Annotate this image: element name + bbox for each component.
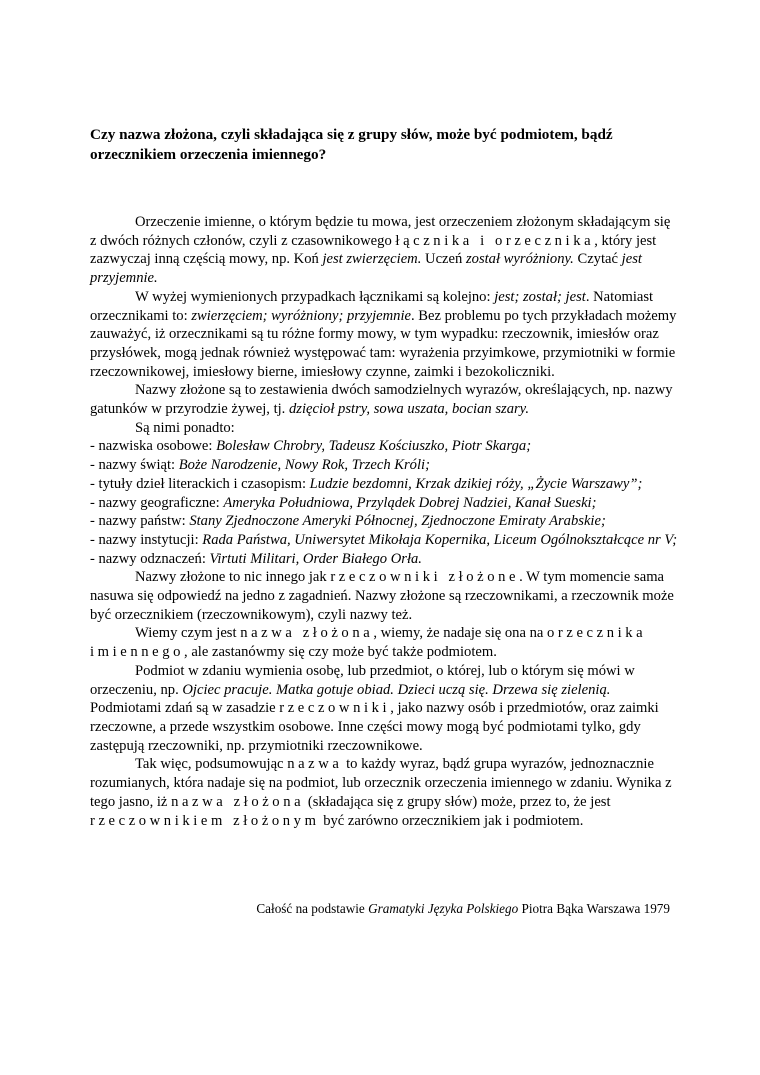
list-item — [90, 512, 680, 531]
list-item — [90, 437, 680, 456]
paragraph-laczniki — [90, 288, 680, 382]
text: , ale zastanówmy się czy może być także podmiotem. — [184, 644, 497, 661]
text: Nazwy złożone są to zestawienia dwóch samodzielnych wyrazów, określających, np. nazwy gatunków w przyrodzie żywej, tj. — [90, 382, 673, 418]
example: jest przyjemnie. — [90, 251, 642, 287]
text: . Bez problemu po tych przykładach możemy zauważyć, iż orzecznikami są tu różne formy mowy, w tym wypadku: rzeczownik, imiesłów oraz przysłówek, mogą jednak również występować tam: wyrażenia przyimkowe, przymiotniki w formie rzeczownikowej, imiesłowy bierne, imiesłowy czynne, zaimki i bezokoliczniki. — [90, 307, 677, 380]
text: Czytać — [577, 251, 618, 268]
list-examples: Bolesław Chrobry, Tadeusz Kościuszko, Piotr Skarga; — [216, 438, 532, 455]
paragraph-nazwy-zlozone — [90, 381, 680, 418]
text: Nazwy złożone to nic innego jak — [135, 569, 327, 586]
paragraph-podmiot — [90, 662, 680, 756]
spaced-term: rzeczownikiem złożonym — [90, 812, 320, 829]
text: to każdy wyraz, bądź grupa wyrazów, jednoznacznie rozumianych, która nadaje się na podmiot, lub orzecznik orzeczenia imiennego w zdaniu. Wynika z tego jasno, iż — [90, 756, 672, 810]
spaced-term: nazwa złożona — [240, 625, 374, 642]
text: . Natomiast orzecznikami to: — [90, 288, 654, 324]
source-author: Piotra Bąka Warszawa 1979 — [521, 901, 670, 916]
list-label: - nazwy państw: — [90, 513, 186, 530]
example: jest; został; jest — [494, 288, 586, 305]
example: Ojciec pracuje. Matka gotuje obiad. Dzieci uczą się. Drzewa się zielenią. — [182, 681, 611, 698]
list-item — [90, 456, 680, 475]
text: Tak więc, podsumowując — [135, 756, 284, 773]
list-examples: Ameryka Południowa, Przylądek Dobrej Nadziei, Kanał Sueski; — [223, 494, 597, 511]
list-item — [90, 550, 680, 569]
list-examples: Virtuti Militari, Order Białego Orła. — [209, 550, 422, 567]
source-prefix: Całość na podstawie — [256, 901, 365, 916]
document-title: Czy nazwa złożona, czyli składająca się z grupy słów, może być podmiotem, bądź orzecznikiem orzeczenia imiennego? — [90, 126, 613, 163]
text: , który jest zazwyczaj inną częścią mowy, np. Koń — [90, 232, 657, 268]
list-examples: Boże Narodzenie, Nowy Rok, Trzech Króli; — [178, 457, 430, 474]
paragraph-orzeczenie-imienne — [90, 213, 680, 288]
text: Wiemy czym jest — [135, 625, 237, 642]
spaced-term: rzeczowniki — [279, 700, 391, 717]
list-examples: Ludzie bezdomni, Krzak dzikiej róży, „Życie Warszawy”; — [309, 475, 643, 492]
document-body — [90, 213, 680, 830]
source-book-title: Gramatyki Języka Polskiego — [368, 901, 519, 916]
paragraph-rzeczowniki-zlozone — [90, 568, 680, 624]
list-item — [90, 531, 680, 550]
list-label: - nazwiska osobowe: — [90, 438, 213, 455]
paragraph-ponadto: Są nimi ponadto: — [135, 419, 235, 436]
list-label: - nazwy instytucji: — [90, 531, 199, 548]
source-note — [90, 901, 670, 917]
list-item — [90, 494, 680, 513]
paragraph-nazwa-zlozona — [90, 624, 680, 661]
paragraph-podsumowanie — [90, 755, 680, 830]
spaced-term: rzeczowniki złożone — [330, 569, 520, 586]
spaced-term: nazwa — [287, 756, 343, 773]
example: został wyróżniony. — [465, 251, 574, 268]
text: W wyżej wymienionych przypadkach łącznikami są kolejno: — [135, 288, 491, 305]
list-label: - tytuły dzieł literackich i czasopism: — [90, 475, 306, 492]
text: . W tym momencie sama nasuwa się odpowiedź na jedno z zagadnień. Nazwy złożone są rzeczownikami, a rzeczownik może być orzecznikiem (rzeczownikowym), czyli nazwy też. — [90, 569, 674, 623]
text: , wiemy, że nadaje się ona na — [373, 625, 544, 642]
list-label: - nazwy świąt: — [90, 457, 176, 474]
spaced-term: nazwa złożona — [171, 793, 305, 810]
list-label: - nazwy odznaczeń: — [90, 550, 206, 567]
text: być zarówno orzecznikiem jak i podmiotem. — [323, 812, 584, 829]
text: Podmiotami zdań są w zasadzie — [90, 700, 276, 717]
list-label: - nazwy geograficzne: — [90, 494, 220, 511]
text: (składająca się z grupy słów) może, przez to, że jest — [307, 793, 611, 810]
list-examples: Rada Państwa, Uniwersytet Mikołaja Kopernika, Liceum Ogólnokształcące nr V; — [202, 531, 678, 548]
list-examples: Stany Zjednoczone Ameryki Północnej, Zjednoczone Emiraty Arabskie; — [189, 513, 606, 530]
spaced-term: łącznika i orzecznika — [395, 232, 595, 249]
example: zwierzęciem; wyróżniony; przyjemnie — [191, 307, 411, 324]
text: , jako nazwy osób i przedmiotów, oraz zaimki rzeczowne, a przede wszystkim osobowe. Inne części mowy mogą być podmiotami tylko, gdy zastępują rzeczowniki, np. przymiotniki rzeczownikowe. — [90, 700, 659, 754]
spaced-term: orzecznika imiennego — [90, 625, 647, 661]
example: jest zwierzęciem. — [322, 251, 422, 268]
text: Orzeczenie imienne, o którym będzie tu mowa, jest orzeczeniem złożonym składającym się z dwóch różnych członów, czyli z czasownikowego — [90, 214, 671, 249]
text: Uczeń — [425, 251, 463, 268]
list-item — [90, 475, 680, 494]
example: dzięcioł pstry, sowa uszata, bocian szary. — [289, 401, 529, 418]
text: Podmiot w zdaniu wymienia osobę, lub przedmiot, o której, lub o którym się mówi w orzeczeniu, np. — [90, 662, 635, 698]
